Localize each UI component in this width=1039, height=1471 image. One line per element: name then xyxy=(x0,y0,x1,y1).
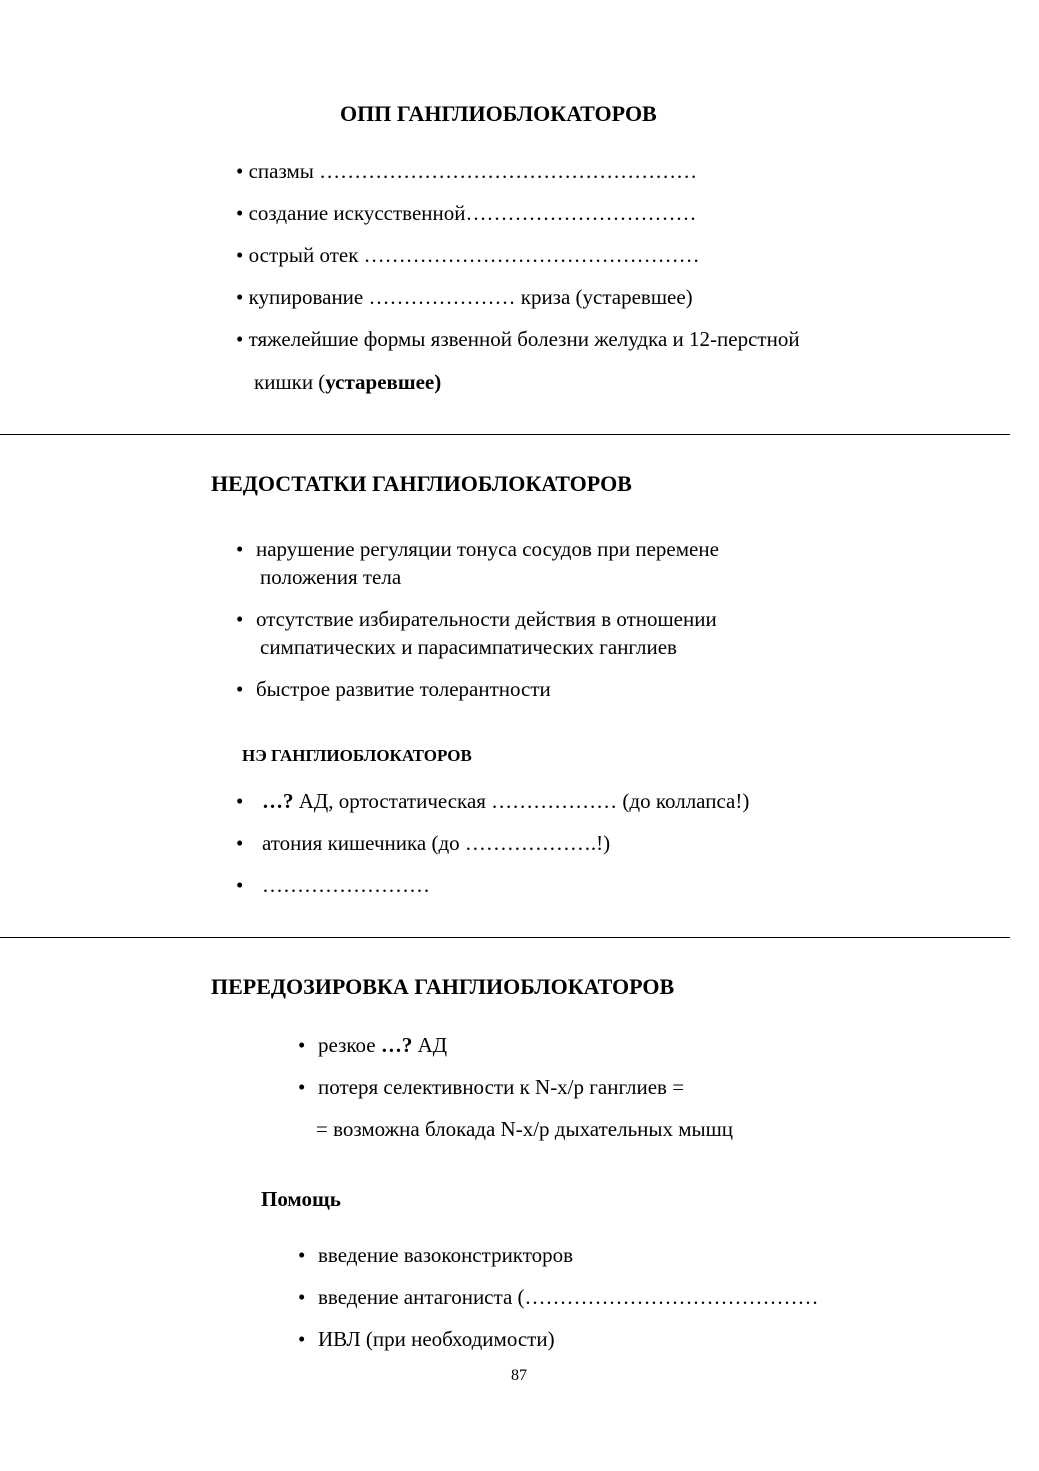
section2-item-2-bullet: • xyxy=(236,607,244,631)
section1-title: ОПП ГАНГЛИОБЛОКАТОРОВ xyxy=(340,101,657,126)
ne-item-2-bullet: • xyxy=(236,831,244,855)
section1-item-4: • купирование ………………… криза (устаревшее) xyxy=(236,285,693,309)
section2-item-2-line1: отсутствие избирательности действия в отношении xyxy=(256,607,717,631)
overdose-item-1-bold: …? xyxy=(380,1033,413,1057)
overdose-item-1-bullet: • xyxy=(298,1033,306,1057)
section1-item-5-continuation xyxy=(254,368,441,396)
ne-item-3-bullet: • xyxy=(236,873,244,897)
overdose-item-2-bullet: • xyxy=(298,1075,306,1099)
section2-item-1-bullet: • xyxy=(236,537,244,561)
section1-item-3: • острый отек ………………………………………… xyxy=(236,243,700,267)
help-item-2-bullet: • xyxy=(298,1285,306,1309)
section1-item-2: • создание искусственной…………………………… xyxy=(236,201,697,225)
overdose-item-2-text: потеря селективности к N-х/р ганглиев = xyxy=(318,1075,685,1099)
ne-item-1-bold: …? xyxy=(262,789,294,813)
section2-item-3-bullet: • xyxy=(236,677,244,701)
help-item-2-text: введение антагониста (…………………………………… xyxy=(318,1285,819,1309)
page-number: 87 xyxy=(511,1367,527,1384)
section2-title: НЕДОСТАТКИ ГАНГЛИОБЛОКАТОРОВ xyxy=(211,471,632,496)
ne-item-1 xyxy=(262,787,749,815)
divider-2 xyxy=(0,937,1010,938)
ne-item-1-text: АД, ортостатическая ……………… (до коллапса!) xyxy=(293,789,750,813)
help-item-3-text: ИВЛ (при необходимости) xyxy=(318,1327,555,1351)
section2-item-1-line1: нарушение регуляции тонуса сосудов при перемене xyxy=(256,537,719,561)
section2-item-3-line1: быстрое развитие толерантности xyxy=(256,677,551,701)
help-item-3-bullet: • xyxy=(298,1327,306,1351)
help-title: Помощь xyxy=(261,1187,341,1211)
side-effects-subtitle: НЭ ГАНГЛИОБЛОКАТОРОВ xyxy=(242,746,472,765)
help-item-1-bullet: • xyxy=(298,1243,306,1267)
overdose-item-1-post: АД xyxy=(412,1033,448,1057)
overdose-item-1-pre: резкое xyxy=(318,1033,381,1057)
ne-item-1-bullet: • xyxy=(236,789,244,813)
help-item-1-text: введение вазоконстрикторов xyxy=(318,1243,574,1267)
section1-item-5: • тяжелейшие формы язвенной болезни желудка и 12-перстной xyxy=(236,327,800,351)
section2-item-1-line2: положения тела xyxy=(260,565,402,589)
section2-item-2-line2: симпатических и парасимпатических ганглиев xyxy=(260,635,677,659)
section1-item-1: • спазмы ……………………………………………… xyxy=(236,159,698,183)
divider-1 xyxy=(0,434,1010,435)
continuation-text: кишки ( xyxy=(254,370,326,394)
section3-title: ПЕРЕДОЗИРОВКА ГАНГЛИОБЛОКАТОРОВ xyxy=(211,974,675,999)
ne-item-2-text: атония кишечника (до ……………….!) xyxy=(262,831,611,855)
continuation-bold-text: устаревшее) xyxy=(325,370,442,394)
overdose-continuation: = возможна блокада N-х/р дыхательных мышц xyxy=(316,1117,734,1141)
overdose-item-1 xyxy=(318,1031,447,1059)
ne-item-3-text: …………………… xyxy=(262,873,430,897)
